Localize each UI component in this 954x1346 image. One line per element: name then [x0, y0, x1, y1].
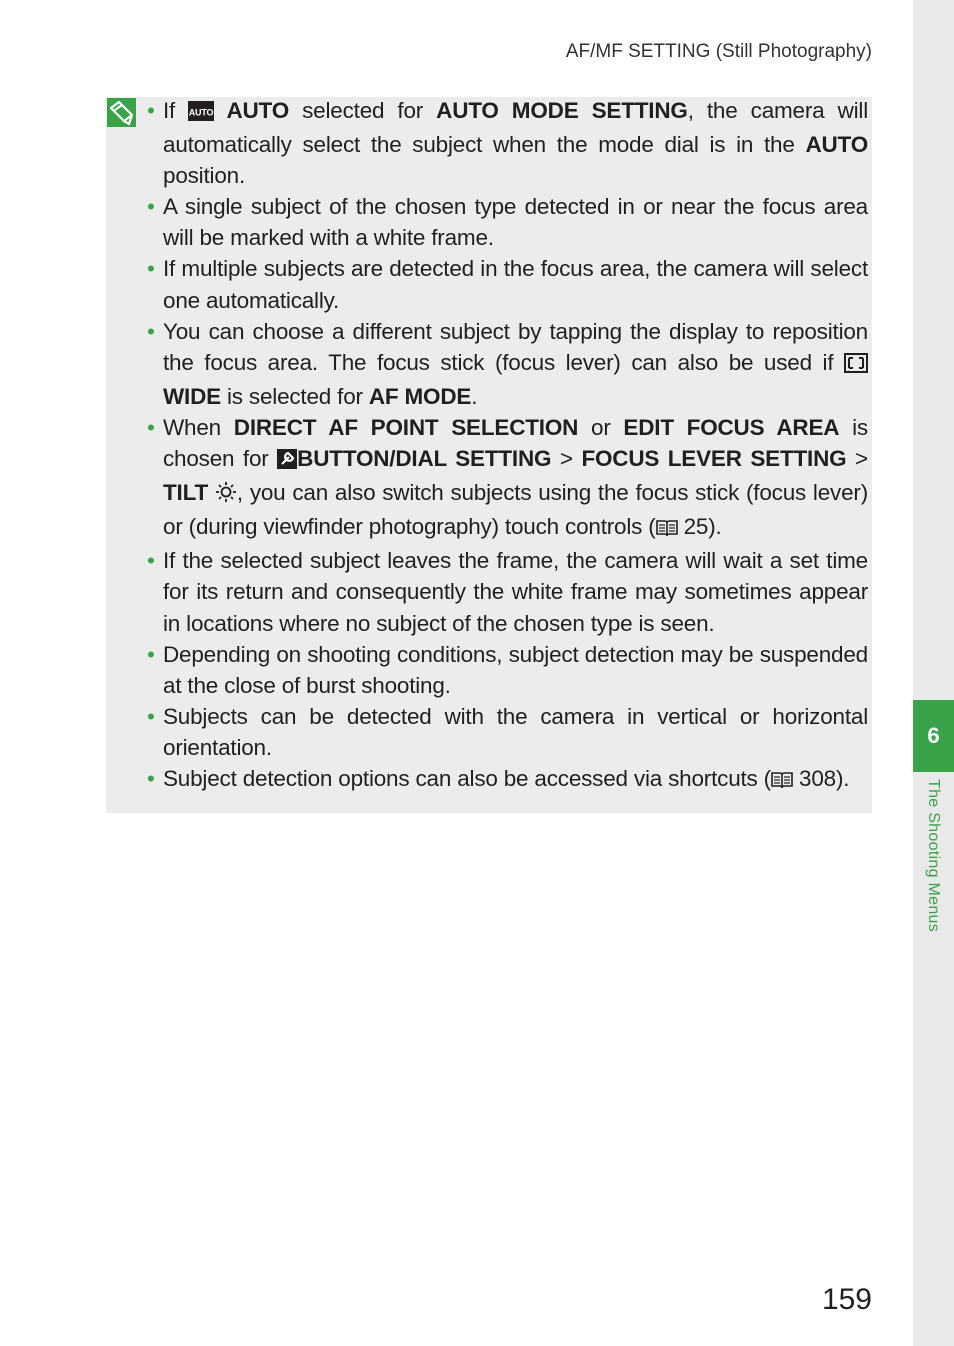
- note-text: 25).: [677, 514, 722, 540]
- chapter-tab[interactable]: [913, 700, 954, 772]
- note-item: [145, 95, 868, 191]
- note-text: >: [551, 446, 582, 472]
- note-text: You can choose a different subject by tapping the display to reposition the focus area. The focus stick (focus lever) can also be used if: [163, 318, 868, 375]
- menu-term: EDIT FOCUS AREA: [623, 414, 840, 440]
- note-item: [145, 545, 868, 638]
- svg-text:AUTO: AUTO: [188, 107, 214, 118]
- note-text: Depending on shooting conditions, subject detection may be suspended at the close of burst shooting.: [163, 641, 868, 698]
- note-text: is selected for: [220, 383, 369, 409]
- setup-wrench-icon: [277, 446, 297, 477]
- menu-term: WIDE: [163, 383, 221, 409]
- note-text: or: [578, 414, 624, 440]
- running-header: AF/MF SETTING (Still Photography): [565, 41, 872, 62]
- note-text: Subject detection options can also be accessed via shortcuts (: [163, 765, 771, 791]
- note-pencil-icon: [107, 98, 136, 127]
- note-text: A single subject of the chosen type detected in or near the focus area will be marked with a white frame.: [163, 194, 868, 251]
- note-item: [145, 639, 868, 701]
- wide-area-icon: [844, 350, 868, 381]
- note-text: is chosen for: [163, 414, 868, 472]
- menu-term: TILT: [163, 480, 209, 506]
- chapter-number: 6: [927, 723, 940, 748]
- menu-term: AUTO: [214, 98, 290, 123]
- note-text: When: [163, 414, 234, 440]
- note-text: 308).: [792, 765, 850, 791]
- focus-lever-icon: [215, 480, 237, 511]
- note-text: Subjects can be detected with the camera in vertical or horizontal orientation.: [163, 703, 868, 760]
- note-item: [145, 701, 868, 763]
- note-text: >: [846, 446, 868, 472]
- note-list: [145, 95, 868, 797]
- menu-term: BUTTON/DIAL SETTING: [297, 446, 552, 472]
- note-item: [145, 763, 868, 797]
- note-text: [208, 480, 215, 505]
- note-text: , you can also switch subjects using the focus stick (focus lever) or (during viewfinder photography) touch controls (: [163, 480, 868, 540]
- note-text: .: [471, 383, 478, 409]
- menu-term: DIRECT AF POINT SELECTION: [233, 414, 579, 440]
- note-item: [145, 316, 868, 412]
- book-ref-icon: [771, 766, 793, 797]
- note-item: [145, 253, 868, 315]
- note-text: If the selected subject leaves the frame, the camera will wait a set time for its return and consequently the white frame may sometimes appear in locations where no subject of the chosen type is seen.: [163, 548, 868, 636]
- page-number: 159: [821, 1283, 872, 1316]
- note-item: [145, 191, 868, 253]
- menu-term: FOCUS LEVER SETTING: [581, 446, 847, 472]
- side-strip: [913, 0, 954, 1346]
- chapter-title: The Shooting Menus: [925, 779, 942, 933]
- note-text: If multiple subjects are detected in the focus area, the camera will select one automatically.: [163, 256, 868, 313]
- book-ref-icon: [656, 514, 678, 545]
- auto-mode-icon: [188, 98, 214, 129]
- menu-term: AF MODE: [368, 383, 472, 409]
- menu-term: AUTO: [805, 132, 868, 158]
- note-text: position.: [163, 163, 246, 189]
- note-text: selected for: [289, 98, 437, 123]
- note-text: , the camera will automatically select the subject when the mode dial is in the: [163, 98, 869, 158]
- note-text: If: [163, 98, 189, 123]
- menu-term: AUTO MODE SETTING: [436, 98, 688, 123]
- note-item: [145, 412, 868, 545]
